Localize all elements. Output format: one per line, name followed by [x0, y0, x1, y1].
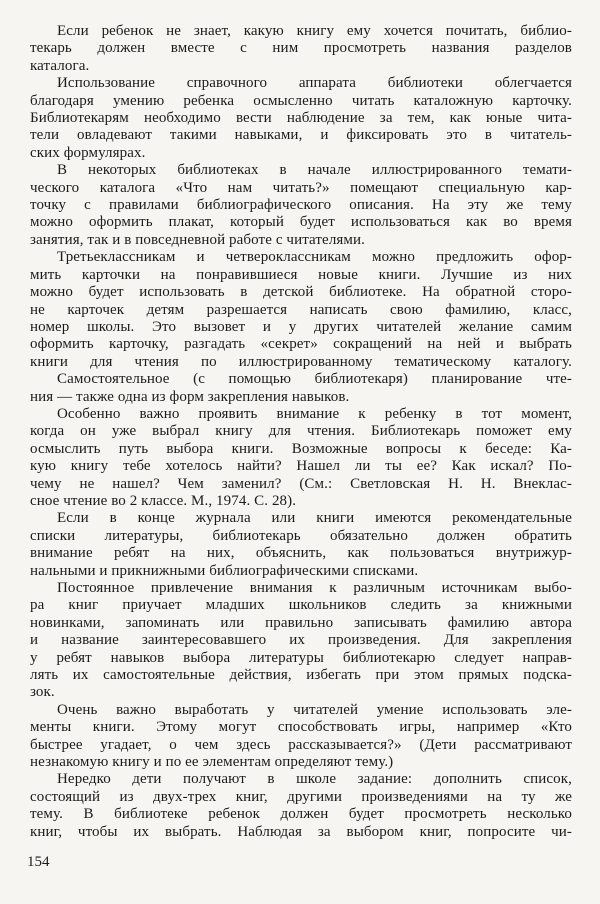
text-line: лять их самостоятельные действия, избегать при этом прямых подска-: [30, 667, 572, 684]
text-line: Постоянное привлечение внимания к различным источникам выбо-: [57, 580, 572, 596]
text-line: у ребят навыков выбора литературы библиотекарю следует направ-: [30, 649, 572, 666]
text-line: быстрее угадает, о чем здесь рассказывается?» (Дети рассматривают: [30, 736, 572, 753]
text-line: благодаря умению ребенка осмысленно читать каталожную карточку.: [30, 92, 572, 109]
text-line: можно будет использовать в детской библиотеке. На обратной сторо-: [30, 284, 572, 301]
page-number: 154: [27, 854, 50, 871]
paragraph: [30, 249, 572, 371]
text-line: состоящий из двух-трех книг, другими произведениями на ту же: [30, 788, 572, 805]
text-line: точку с правилами библиографического описания. На эту же тему: [30, 197, 572, 214]
text-line: осмыслить путь выбора книги. Возможные вопросы к беседе: Ка-: [30, 440, 572, 457]
text-line: В некоторых библиотеках в начале иллюстрированного темати-: [57, 162, 572, 179]
text-line: Особенно важно проявить внимание к ребенку в тот момент,: [57, 405, 572, 422]
paragraph: [30, 580, 572, 702]
text-line: номер школы. Это вызовет и у других читателей желание самим: [30, 318, 572, 335]
paragraph: [30, 702, 572, 772]
text-line: текарь должен вместе с ним просмотреть названия разделов: [30, 40, 572, 57]
text-line: Очень важно выработать у читателей умение использовать эле-: [57, 701, 572, 718]
text-block: [30, 23, 572, 841]
text-line: ских формулярах.: [30, 144, 146, 161]
text-line: книги для чтения по иллюстрированному тематическому каталогу.: [30, 353, 572, 370]
text-line: ния — также одна из форм закрепления навыков.: [30, 388, 350, 405]
text-line: Библиотекарям необходимо вести наблюдение за тем, как юные чита-: [30, 110, 572, 127]
paragraph: [30, 406, 572, 510]
text-line: мить карточки на понравившиеся новые книги. Лучшие из них: [30, 266, 572, 283]
text-line: новинками, запоминать или правильно записывать фамилию автора: [30, 614, 572, 631]
text-line: сное чтение во 2 классе. М., 1974. С. 28).: [30, 492, 297, 509]
text-line: Самостоятельное (с помощью библиотекаря) планирование чте-: [57, 371, 572, 388]
text-line: ра книг приучает младших школьников следить за книжными: [30, 597, 572, 614]
paragraph: [30, 371, 572, 406]
text-line: ческого каталога «Что нам читать?» помещают специальную кар-: [30, 179, 572, 196]
text-line: оформить карточку, разгадать «секрет» сокращений на ней и выбрать: [30, 336, 572, 353]
text-line: чему не нашел? Чем заменил? (См.: Светловская Н. Н. Внеклас-: [30, 475, 572, 492]
text-line: Нередко дети получают в школе задание: дополнить список,: [57, 771, 572, 788]
text-line: книг, чтобы их выбрать. Наблюдая за выбором книг, попросите чи-: [30, 823, 572, 840]
text-line: Если в конце журнала или книги имеются рекомендательные: [57, 510, 572, 527]
text-line: Использование справочного аппарата библиотеки облегчается: [57, 75, 572, 92]
text-line: списки литературы, библиотекарь обязательно должен обратить: [30, 527, 572, 544]
text-line: внимание ребят на них, объяснить, как пользоваться внутрижур-: [30, 545, 572, 562]
text-line: незнакомую книгу и по ее элементам определяют тему.): [30, 754, 394, 771]
text-line: зок.: [30, 684, 55, 701]
text-line: каталога.: [30, 57, 90, 74]
text-line: менты книги. Этому могут способствовать игры, например «Кто: [30, 719, 572, 736]
paragraph: [30, 162, 572, 249]
text-line: Если ребенок не знает, какую книгу ему хочется почитать, библио-: [57, 23, 572, 39]
text-line: не карточек детям разрешается написать свою фамилию, класс,: [30, 301, 572, 318]
text-line: Третьеклассникам и четвероклассникам можно предложить офор-: [57, 249, 572, 266]
text-line: занятия, так и в повседневной работе с читателями.: [30, 231, 365, 248]
text-line: можно оформить плакат, который будет использоваться как во время: [30, 214, 572, 231]
paragraph: [30, 771, 572, 841]
text-line: когда он уже выбрал книгу для чтения. Библиотекарь поможет ему: [30, 423, 572, 440]
paragraph: [30, 23, 572, 75]
text-line: тели овладевают такими навыками, и фиксировать это в читатель-: [30, 127, 572, 144]
text-line: тему. В библиотеке ребенок должен будет просмотреть несколько: [30, 806, 572, 823]
text-line: нальными и прикнижными библиографическими списками.: [30, 562, 419, 579]
text-line: кую книгу тебе хотелось найти? Нашел ли ты ее? Как искал? По-: [30, 458, 572, 475]
text-line: и название заинтересовавшего их произведения. Для закрепления: [30, 632, 572, 649]
paragraph: [30, 75, 572, 162]
paragraph: [30, 510, 572, 580]
